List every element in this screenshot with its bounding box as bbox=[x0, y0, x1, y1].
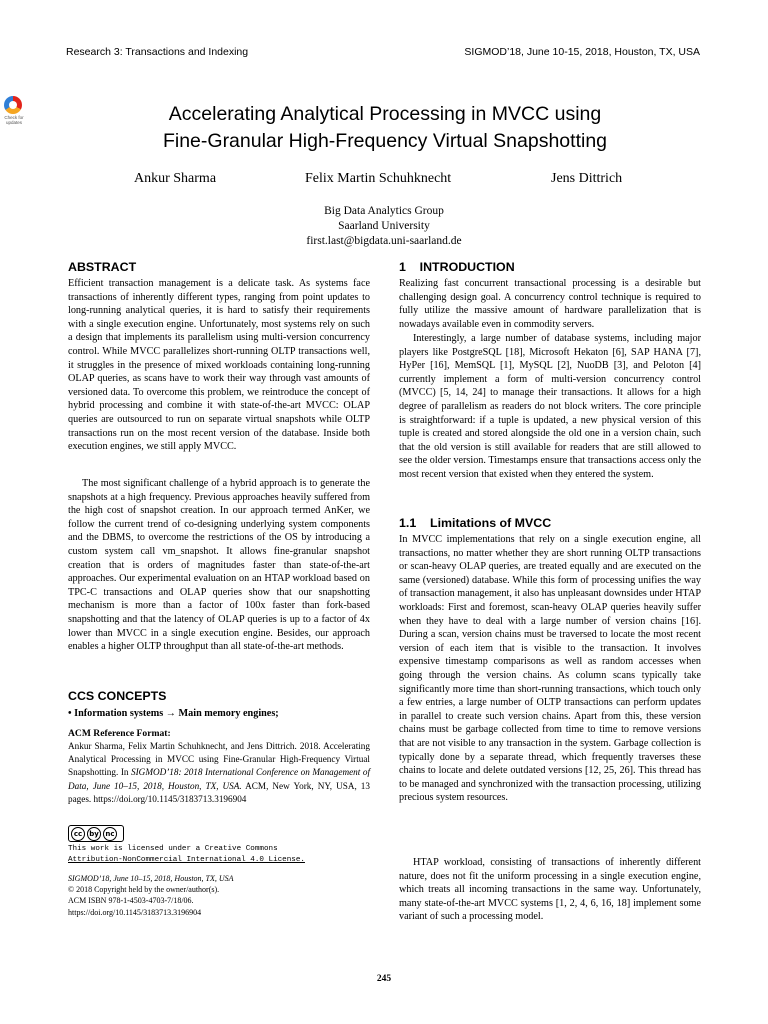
copyright-doi[interactable]: https://doi.org/10.1145/3183713.3196904 bbox=[68, 907, 202, 917]
acm-ref-text-post: ACM, New York, NY, USA, 13 pages. https://doi.org/10.1145/3183713.3196904 bbox=[68, 780, 370, 804]
abstract-paragraph-2: The most significant challenge of a hybrid approach is to generate the snapshots at a high frequency. Previous approaches heavily suffered from the high cost of snapshot creation. In our approach termed AnKer, we follow the current trend of co-designing underlying system components and the DBMS, to overcome the restrictions of the OS by introducing a custom system call vm_snapshot. It allows fine-granular snapshot creation that is orders of magnitudes faster than state-of-the-art approaches. Our experimental evaluation on an HTAP workload based on TPC-C transactions and OLAP queries show that our snapshotting mechanism is more than a factor of 100x faster than fork-based snapshotting and that the latency of OLAP queries is up to a factor of 4x lower than MVCC in a single execution engine. Besides, our approach enables a higher OLTP throughput than all state-of-the-art methods. bbox=[68, 478, 370, 653]
ccs-heading: CCS CONCEPTS bbox=[68, 689, 167, 703]
page-number: 245 bbox=[376, 974, 392, 984]
introduction-paragraph-1: Realizing fast concurrent transactional processing is a desirable but challenging design goal. A concurrency control technique is required to fully utilize the massive amount of hardware parallelization that is nowadays available even in commodity servers. bbox=[399, 278, 701, 330]
check-for-updates-badge[interactable] bbox=[0, 94, 33, 128]
author-3: Jens Dittrich bbox=[551, 171, 623, 186]
acm-ref-text-pre: Ankur Sharma, Felix Martin Schuhknecht, and Jens Dittrich. 2018. Accelerating Analytical Processing in MVCC using Fine-Granular High-Frequency Virtual Snapshotting. In bbox=[68, 741, 370, 778]
acm-ref-heading: ACM Reference Format: bbox=[68, 728, 171, 739]
author-1: Ankur Sharma bbox=[134, 171, 217, 186]
by-icon: by bbox=[87, 827, 101, 841]
creative-commons-badge[interactable] bbox=[68, 825, 124, 842]
paper-title bbox=[80, 101, 690, 155]
limitations-heading: 1.1 Limitations of MVCC bbox=[399, 516, 552, 530]
acm-ref-text bbox=[68, 740, 370, 806]
limitations-paragraph-2: HTAP workload, consisting of transactions of inherently different nature, does not fit the uniform processing in a single execution engine, which treats all incoming transactions in the same way. Unfortunately, many state-of-the-art MVCC systems [1, 2, 4, 6, 16, 18] implement some variant of such a processing model. bbox=[399, 857, 701, 923]
running-header-right: SIGMOD’18, June 10-15, 2018, Houston, TX, USA bbox=[464, 46, 700, 58]
abstract-heading: ABSTRACT bbox=[68, 260, 137, 274]
acm-ref-venue: SIGMOD’18: 2018 International Conference on Management of Data, June 10–15, 2018, Houston, TX, USA. bbox=[68, 767, 370, 791]
affiliation bbox=[234, 204, 534, 249]
license-line-1: This work is licensed under a Creative Commons bbox=[68, 845, 278, 853]
copyright-isbn: ACM ISBN 978-1-4503-4703-7/18/06. bbox=[68, 896, 194, 906]
affiliation-group: Big Data Analytics Group bbox=[324, 205, 444, 217]
ccs-item: • Information systems → Main memory engines; bbox=[68, 708, 279, 719]
license-link[interactable]: Attribution-NonCommercial International 4.0 License. bbox=[68, 856, 305, 864]
introduction-paragraph-2: Interestingly, a large number of database systems, including major players like PostgreSQL [18], Microsoft Hekaton [6], SAP HANA [7], HyPer [16], MemSQL [1], MySQL [2], NuoDB [3], and Peloton [4] currently implement a form of multi-version concurrency control (MVCC) [5, 14, 24] to manage their transactions. It allows for a high degree of parallelism as readers do not block writers. The core principle is straightforward: if a tuple is updated, a new physical version of this tuple is created and stored alongside the old one in a version chain, such that the old version is still available for readers that are still allowed to see the older version. Timestamps ensure that transactions access only the most recent version that existed when they entered the system. bbox=[399, 333, 701, 480]
copyright-venue: SIGMOD’18, June 10–15, 2018, Houston, TX, USA bbox=[68, 874, 234, 883]
running-header-left: Research 3: Transactions and Indexing bbox=[66, 46, 249, 58]
author-2: Felix Martin Schuhknecht bbox=[305, 171, 452, 186]
introduction-heading: 1 INTRODUCTION bbox=[399, 260, 515, 274]
license-notice bbox=[68, 844, 368, 866]
nc-icon: nc bbox=[103, 827, 117, 841]
cc-icon: cc bbox=[71, 827, 85, 841]
copyright-holder: © 2018 Copyright held by the owner/author(s). bbox=[68, 885, 220, 895]
crossmark-icon bbox=[4, 96, 22, 114]
title-line-2: Fine-Granular High-Frequency Virtual Snapshotting bbox=[162, 130, 608, 152]
copyright-block bbox=[68, 873, 368, 918]
affiliation-email: first.last@bigdata.uni-saarland.de bbox=[306, 235, 462, 247]
abstract-paragraph-1: Efficient transaction management is a delicate task. As systems face transactions of inherently different types, ranging from point updates to long-running analytical queries, it is hard to satisfy their requirements with a single execution engine. Unfortunately, most systems rely on such a design that implements its parallelism using multi-version concurrency control. While MVCC parallelizes short-running OLTP transactions well, it struggles in the presence of mixed workloads containing long-running OLAP queries, as scans have to work their way through vast amounts of versioned data. To overcome this problem, we reintroduce the concept of hybrid processing and combine it with state-of-the-art MVCC: OLAP queries are outsourced to run on separate virtual snapshots while OLTP transactions run on the most recent version of the database. Inside both execution engines, we still apply MVCC. bbox=[68, 278, 370, 453]
affiliation-university: Saarland University bbox=[338, 220, 430, 232]
title-line-1: Accelerating Analytical Processing in MVCC using bbox=[168, 103, 602, 125]
badge-label: Check for updates bbox=[4, 115, 24, 125]
limitations-paragraph-1: In MVCC implementations that rely on a single execution engine, all transactions, no matter whether they are short running OLTP transactions or scan-heavy OLAP queries, are treated equally and are executed on the same (versioned) database. While this form of processing unifies the way of transaction management, it also has unpleasant downsides under HTAP workloads: First and foremost, scan-heavy OLAP queries heavily suffer when they have to deal with a large number of version chains [16]. During a scan, version chains must be traversed to locate the most recent version of each item that is visible to the transaction. It involves expensive timestamp comparisons as well as random accesses when going through the version chains. As column scans typically take significantly more time than short-running transactions, which touch only a few entries, a large number of OLTP transactions can perform updates in parallel to create such version chains. Apart from this, these version chains must be garbage collected from time to time to remove versions that are not visible to any transaction in the system. Garbage collection is typically done by a separate thread, which frequently traverses these chains to locate and delete outdated versions [12, 25, 26]. This thread has to be managed and synchronized with the transaction processing, utilizing precious system resources. bbox=[399, 534, 701, 804]
